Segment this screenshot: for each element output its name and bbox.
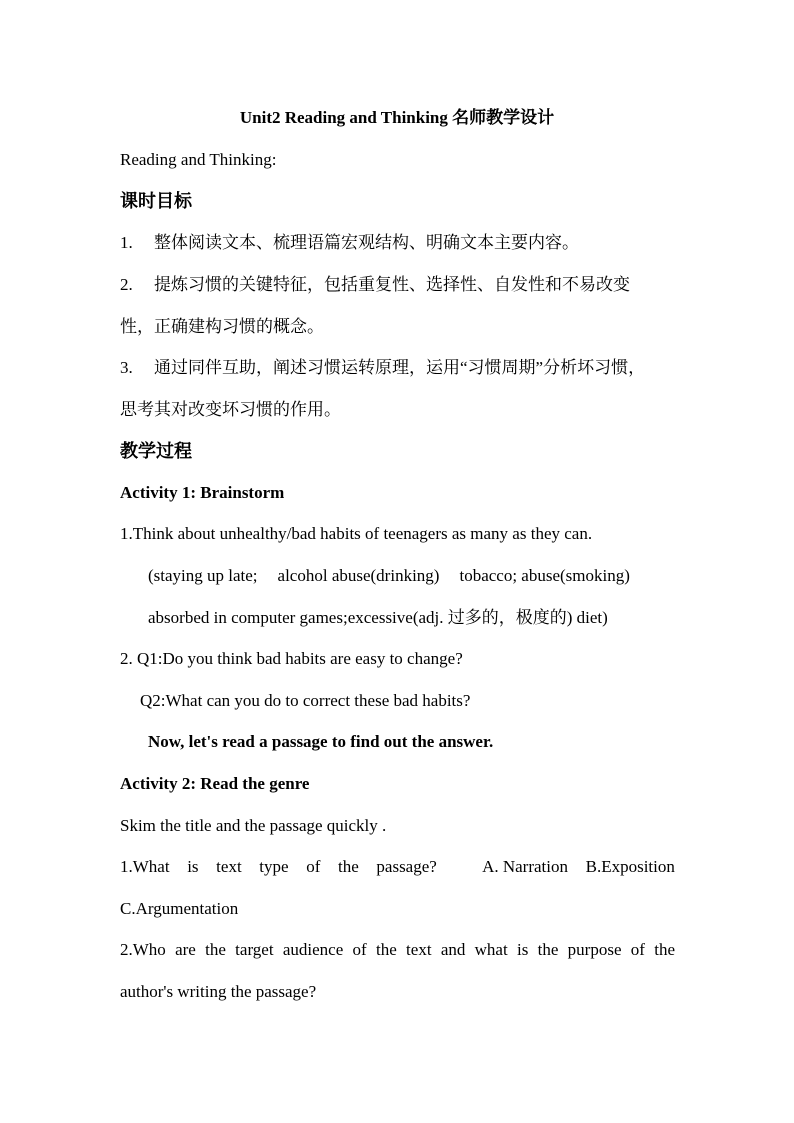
activity-1-question-2b: Q2:What can you do to correct these bad habits?	[140, 691, 471, 710]
q-word: passage?	[376, 857, 437, 876]
q-word: text	[216, 857, 242, 876]
activity-2-question-2: 2.Who are the target audience of the text and what is the purpose of the	[120, 940, 675, 959]
objective-2	[120, 274, 630, 296]
activity-2-question-1	[120, 856, 675, 878]
example-item: tobacco; abuse(smoking)	[459, 566, 630, 585]
example-item: (staying up late;	[148, 566, 258, 585]
objective-2-continued: 性，正确建构习惯的概念。	[120, 317, 324, 336]
objective-3-continued: 思考其对改变坏习惯的作用。	[120, 400, 341, 419]
activity-1-heading: Activity 1: Brainstorm	[120, 483, 285, 502]
objective-number: 2.	[120, 275, 133, 294]
objective-number: 1.	[120, 233, 133, 252]
activity-2-instruction: Skim the title and the passage quickly .	[120, 816, 387, 835]
objective-3	[120, 357, 645, 379]
q-word: 1.What	[120, 857, 170, 876]
activity-1-examples-line-2: absorbed in computer games;excessive(adj. 过多的，极度的) diet)	[148, 608, 608, 627]
activity-1-examples-line-1	[148, 565, 630, 587]
activity-1-question-1: 1.Think about unhealthy/bad habits of teenagers as many as they can.	[120, 524, 593, 543]
activity-2-heading: Activity 2: Read the genre	[120, 774, 310, 793]
option-b: B.Exposition	[585, 857, 675, 876]
q-word: is	[187, 857, 199, 876]
section-heading-process: 教学过程	[120, 441, 192, 461]
activity-1-question-2: 2. Q1:Do you think bad habits are easy to change?	[120, 649, 463, 668]
subtitle: Reading and Thinking:	[120, 150, 277, 169]
option-c: C.Argumentation	[120, 899, 239, 918]
q-word: of	[306, 857, 321, 876]
objective-text: 通过同伴互助，阐述习惯运转原理，运用“习惯周期”分析坏习惯，	[154, 358, 646, 377]
objective-text: 整体阅读文本、梳理语篇宏观结构、明确文本主要内容。	[154, 233, 579, 252]
page-title: Unit2 Reading and Thinking 名师教学设计	[239, 108, 555, 127]
activity-1-lead-in: Now, let's read a passage to find out the answer.	[148, 732, 494, 751]
objective-text: 提炼习惯的关键特征，包括重复性、选择性、自发性和不易改变	[154, 275, 630, 294]
q-word: type	[259, 857, 289, 876]
option-a: A. Narration	[482, 857, 568, 876]
activity-2-question-2-continued: author's writing the passage?	[120, 982, 317, 1001]
objective-1	[120, 232, 579, 254]
example-item: alcohol abuse(drinking)	[277, 566, 440, 585]
objective-number: 3.	[120, 358, 133, 377]
section-heading-objectives: 课时目标	[120, 191, 192, 211]
q-word: the	[338, 857, 359, 876]
